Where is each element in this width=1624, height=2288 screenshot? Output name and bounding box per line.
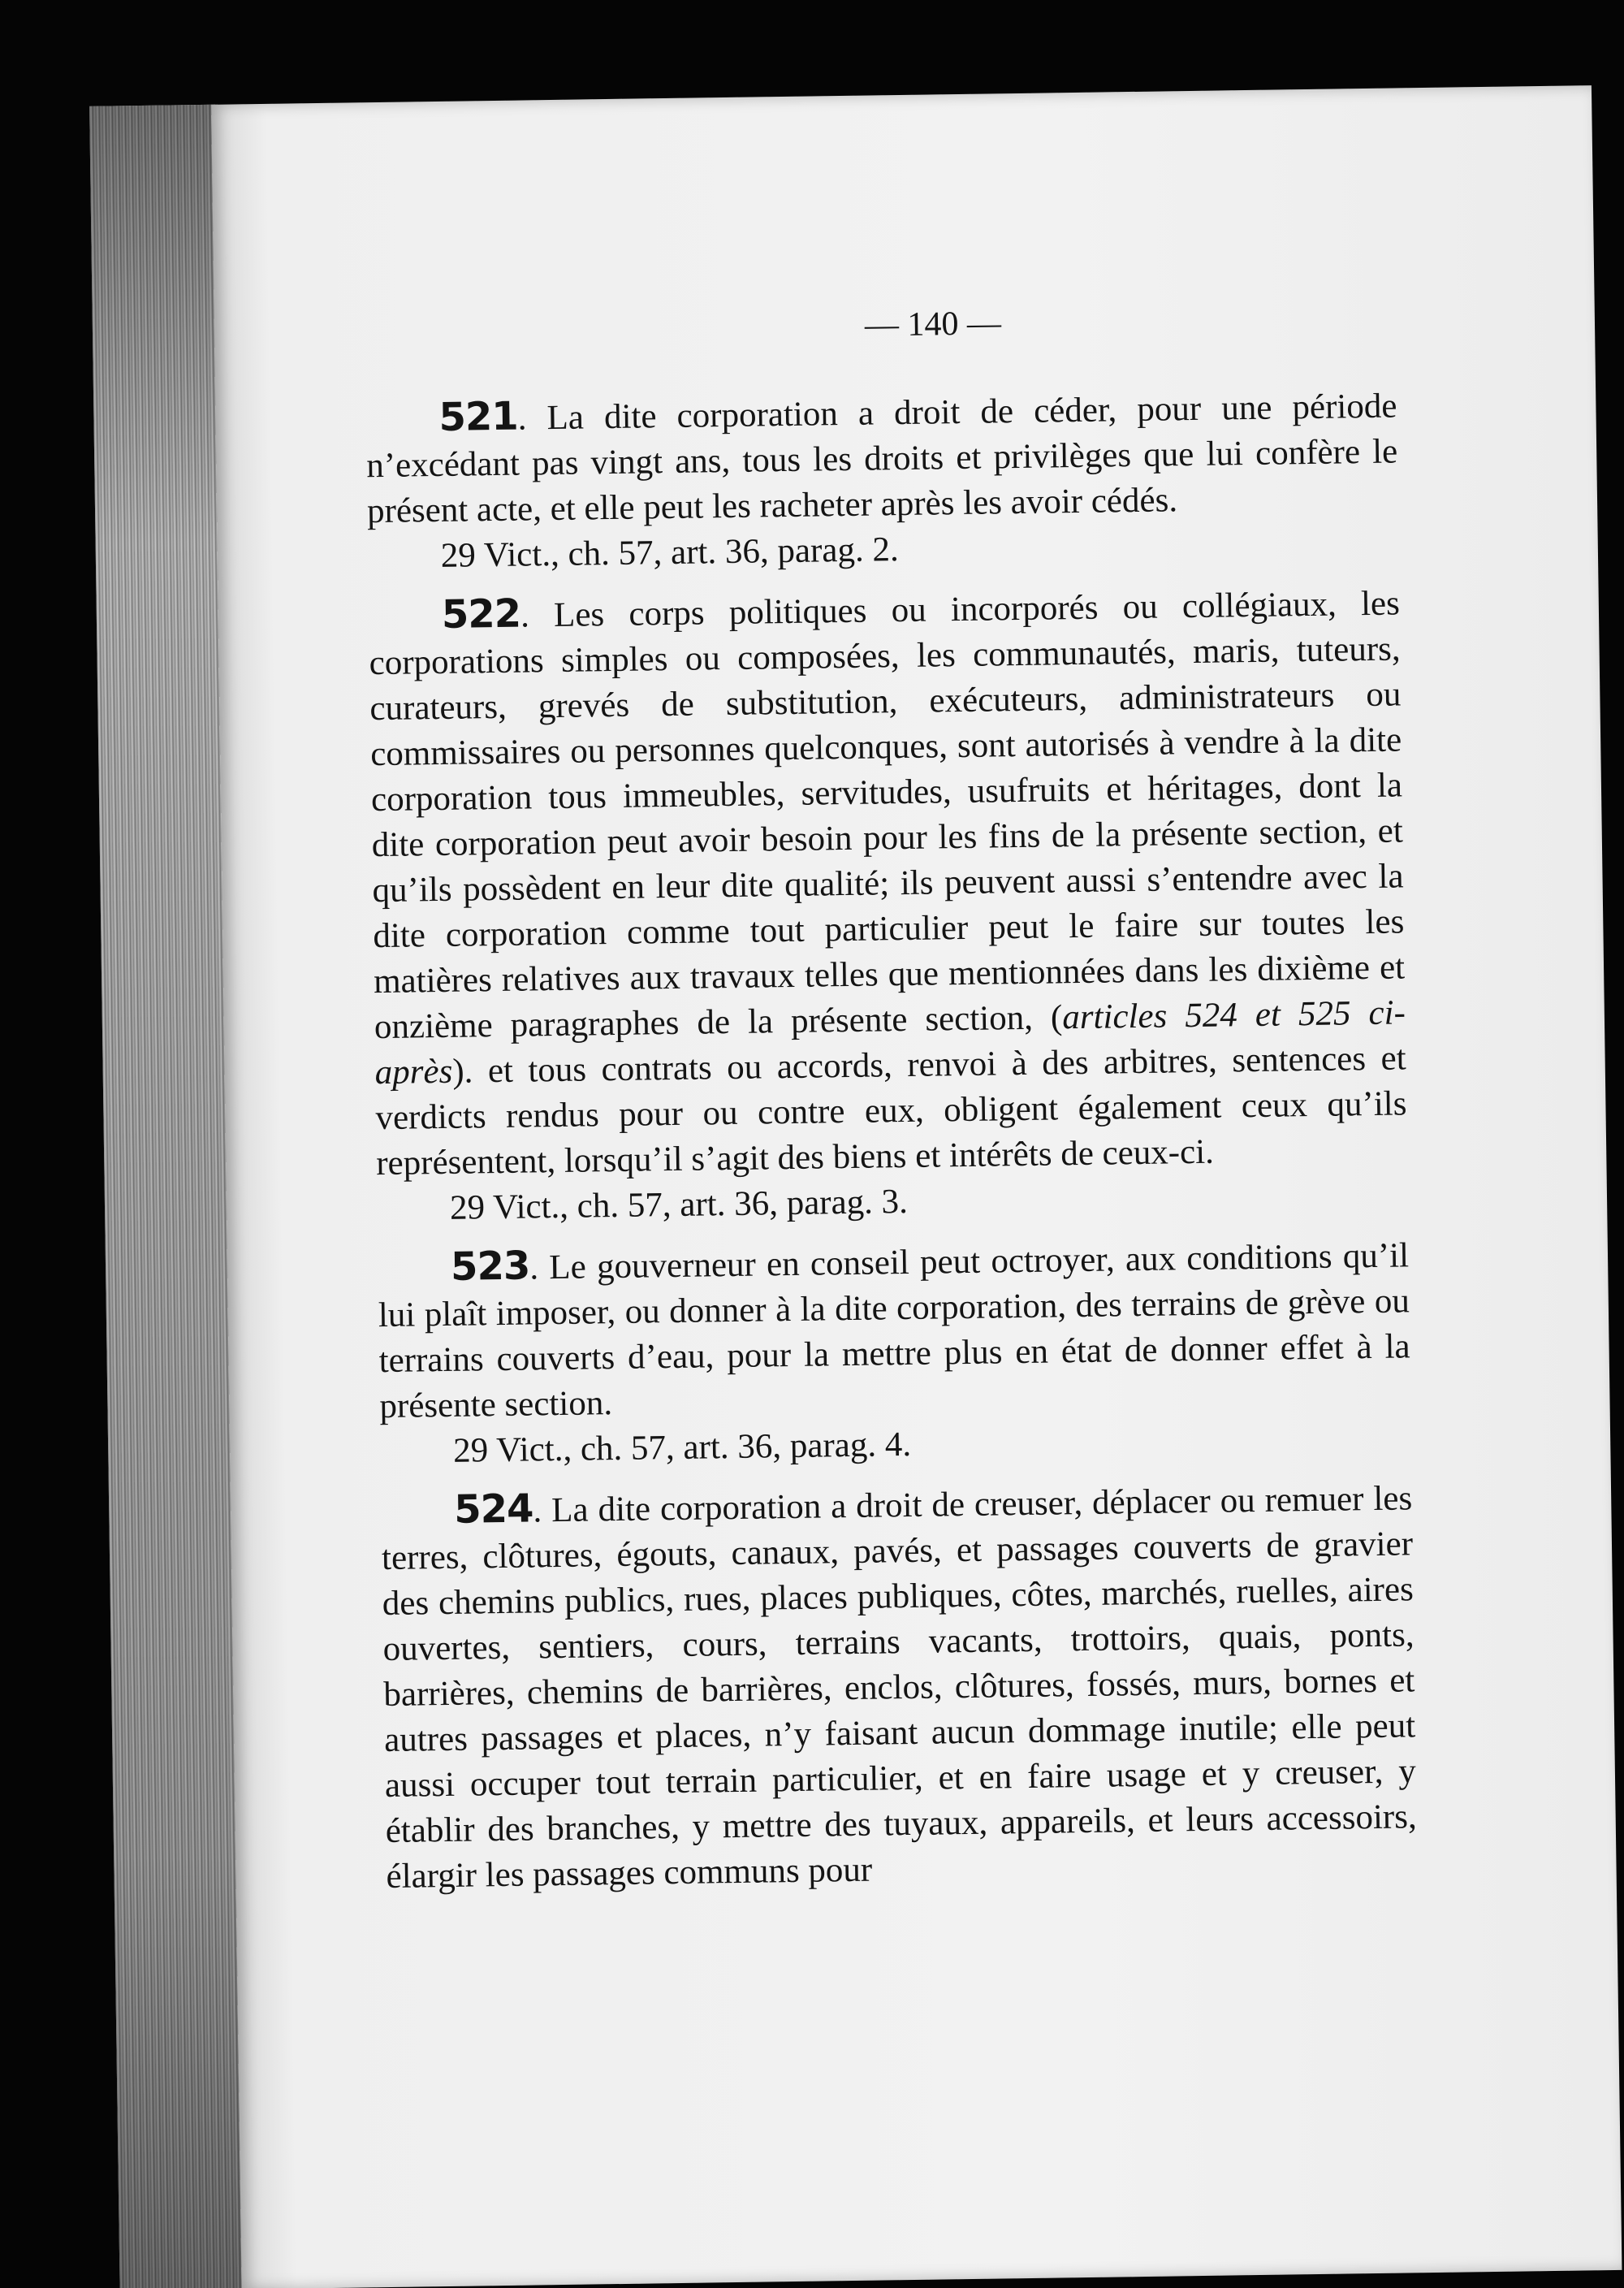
article-text: . Le gouverneur en conseil peut octroyer, aux conditions qu’il lui plaît imposer, ou donner à la dite corporation, des terrains de grève ou terrains couverts d’eau, pour la mettre plus en état de donner effet à la présente section. xyxy=(378,1236,1410,1426)
article-reference: articles 524 et 525 ci-après xyxy=(374,993,1406,1092)
article-521 xyxy=(365,381,1399,580)
article-number: 521 xyxy=(438,393,519,440)
article-text: . La dite corporation a droit de creuser, déplacer ou remuer les terres, clôtures, égouts, canaux, pavés, et passages couverts de gravier des chemins publics, rues, places publiques, côtes, marchés, ruelles, aires ouvertes, sentiers, cours, terrains vacants, trottoirs, quais, ponts, barrières, chemins de barrières, enclos, clôtures, fossés, murs, bornes et autres passages et places, n’y faisant aucun dommage inutile; elle peut aussi occuper tout terrain particulier, et en faire usage et y creuser, y établir des branches, y mettre des tuyaux, appareils, et leurs accessoirs, élargir les passages communs pour xyxy=(381,1479,1417,1897)
article-paragraph xyxy=(381,1473,1418,1900)
article-text: . Les corps politiques ou incorporés ou collégiaux, les corporations simples ou composées, les communautés, maris, tuteurs, curateurs, grevés de substitution, exécuteurs, administrateurs ou commissaires ou personnes quelconques, sont autorisés à vendre à la dite corporation tous immeubles, servitudes, usufruits et héritages, dont la dite corporation peut avoir besoin pour les fins de la présente section, et qu’ils possèdent en leur dite qualité; ils peuvent aussi s’entendre avec la dite corporation comme tout particulier peut le faire sur toutes les matières relatives aux travaux telles que mentionnées dans les dixième et onzième paragraphes de la présente section, ( xyxy=(369,584,1406,1047)
article-paragraph xyxy=(368,578,1407,1187)
page-number: — 140 — xyxy=(864,305,1002,344)
book xyxy=(89,85,1622,2288)
article-paragraph xyxy=(365,381,1398,534)
article-number: 522 xyxy=(441,590,521,638)
page-content xyxy=(365,295,1418,1913)
article-citation: 29 Vict., ch. 57, art. 36, parag. 3. xyxy=(449,1182,909,1227)
article-number: 523 xyxy=(450,1243,530,1290)
page xyxy=(211,85,1622,2288)
article-paragraph xyxy=(378,1231,1411,1429)
article-text: ). et tous contrats ou accords, renvoi à des arbitres, sentences et verdicts rendus pour ou contre eux, obligent également ceux qu’ils représentent, lorsqu’il s’agit des biens et intérêts de ceux-ci. xyxy=(375,1039,1407,1183)
article-523 xyxy=(378,1231,1412,1475)
article-citation: 29 Vict., ch. 57, art. 36, parag. 2. xyxy=(440,530,899,575)
article-citation: 29 Vict., ch. 57, art. 36, parag. 4. xyxy=(452,1425,912,1470)
article-522 xyxy=(368,578,1408,1232)
article-number: 524 xyxy=(453,1486,533,1533)
article-524 xyxy=(381,1473,1418,1900)
article-text: . La dite corporation a droit de céder, pour une période n’excédant pas vingt ans, tous les droits et privilèges que lui confère le présent acte, et elle peut les racheter après les avoir cédés. xyxy=(365,387,1398,531)
